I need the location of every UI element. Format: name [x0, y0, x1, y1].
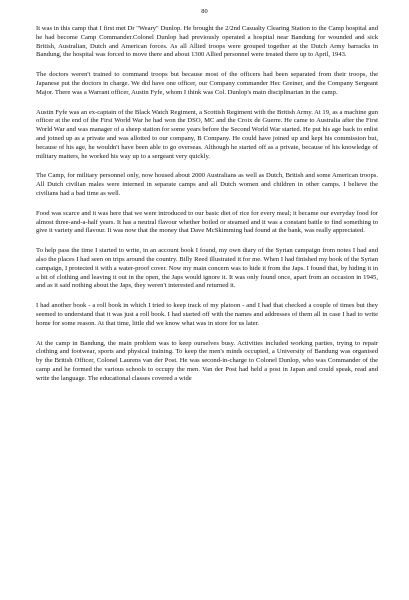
paragraph-camp-population: The Camp, for military personnel only, now housed about 2000 Australians as well as Dutch, British and some American troops. All Dutch civilian males were interned in separate camps and all Dutch women and children in other camps. I believe the civilians had a bad time as well.: [36, 172, 378, 197]
paragraph-food-rice: Food was scarce and it was here that we were introduced to our basic diet of rice for every meal; it became our everyday food for almost three-and-a-half years. It has a neutral flavour whether boiled or steamed and it was a constant battle to find something to give it variety and flavour. It was now that the money that Dave McSkimming had found at the bank, was really appreciated.: [36, 209, 378, 235]
body-text: [36, 25, 378, 395]
paragraph-dunlop-intro: It was in this camp that I first met Dr "Weary" Dunlop. He brought the 2/2nd Casualty Clearing Station to the Camp hospital and he had become Camp Commander.Colonel Dunlop had previously operated a hospital near Bandung for wounded and sick British, Australian, Dutch and American forces. As all Allied troops were grouped together at the Dutch Army barracks in Bandung, the hospital was forced to move there and about 1300 Allied personnel were treated there up to April, 1943.: [36, 25, 378, 59]
paragraph-doctors-command: The doctors weren't trained to command troops but because most of the officers had been separated from their troops, the Japanese put the doctors in charge. We did have one officer, our Company commander Hec Greiner, and the Company Sergeant Major. There was a Warrant officer, Austin Fyfe, whom I think was Col. Dunlop's main disciplinarian in the camp.: [36, 71, 378, 96]
paragraph-roll-book: I had another book - a roll book in which I tried to keep track of my platoon - and I had that checked a couple of times but they seemed to understand that it was just a roll book. I had started off with the names and addresses of them all in case I had to write home for some reason. At that time, little did we know what was in store for us later.: [36, 302, 378, 327]
page-number: 80: [201, 8, 208, 15]
paragraph-austin-fyfe: Austin Fyfe was an ex-captain of the Black Watch Regiment, a Scottish Regiment with the British Army. At 19, as a machine gun officer at the end of the First World War he had won the DSO, MC and the Croix de Guerre. He came to Australia after the First World War and was manager of a sheep station for some years before the Second World War started. He put his age back to enlist and joined up as a private and was allotted to our company, B Company. He could have joined up and kept his commission but, because of his age, he wouldn't have been able to go overseas. Although he started off as a private, because of his knowledge of military matters, he worked his way up to a sergeant very quickly.: [36, 108, 378, 160]
paragraph-diary-writing: To help pass the time I started to write, in an account book I found, my own diary of the Syrian campaign from notes I had and also the places I had seen on trips around the country. Billy Reed illustrated it for me. When I had finished my book of the Syrian campaign, I protected it with a water-proof cover. Now my main concern was to hide it from the Japs. I found that, by hiding it in a bit of clothing and leaving it out in the open, the Japs would ignore it. It was only found once, apart from an occasion in 1945, and as it said nothing about the Japs, they weren't interested and returned it.: [36, 247, 378, 290]
paragraph-bandung-activities: At the camp in Bandung, the main problem was to keep ourselves busy. Activities included working parties, trying to repair clothing and footwear, sports and physical training. To keep the men's minds occupied, a University of Bandung was organised by the British Officer, Colonel Laurens van der Post. He was second-in-charge to Colonel Dunlop, who was Commander of the camp and he formed the various schools to occupy the men. Van der Post had held a post in Japan and could speak, read and write the language. The educational classes covered a wide: [36, 339, 378, 382]
